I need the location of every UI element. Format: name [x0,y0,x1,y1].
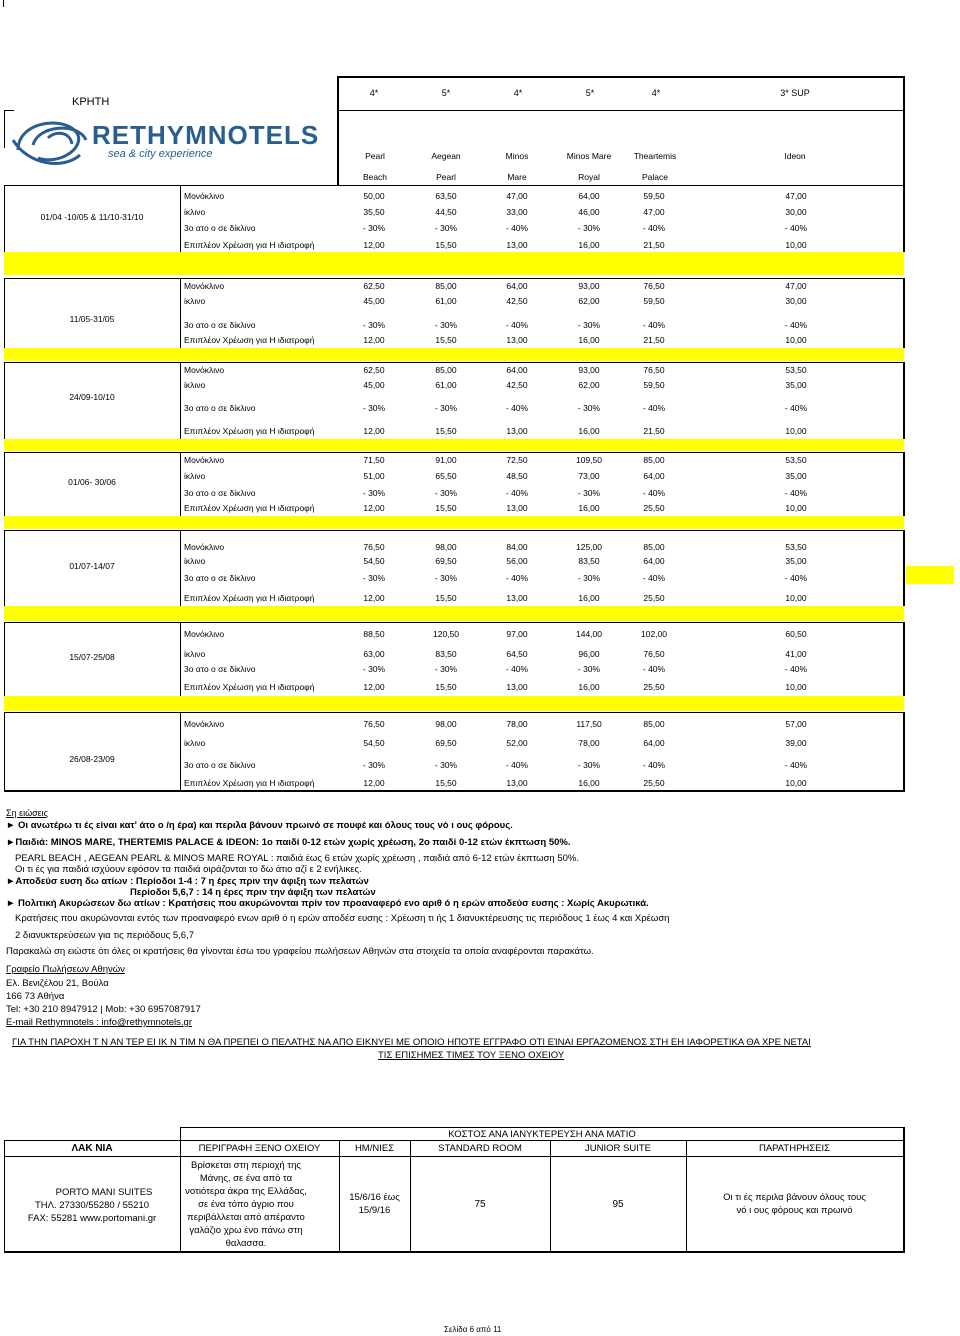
stray-mark: I [2,0,6,10]
desc-line-5: γαλάζιο χρω ένο πάνω στη [189,1225,303,1236]
price-cell: 12,00 [363,593,385,603]
price-cell: - 40% [505,223,529,233]
rethymnotels-logo [8,110,320,172]
price-cell: 91,00 [435,455,457,465]
price-cell: - 40% [642,223,666,233]
stars-0: 4* [369,88,379,98]
price-cell: 47,00 [785,191,807,201]
price-cell: 12,00 [363,778,385,788]
row-label-halfboard: Επιπλέον Χρέωση για Η ιδιατροφή [184,335,315,345]
price-cell: 16,00 [578,682,600,692]
dates-line-1: 15/6/16 έως [349,1192,400,1203]
desc-line-1: Μάνης, σε ένα από τα [199,1173,293,1184]
price-cell: 12,00 [363,335,385,345]
price-cell: 13,00 [506,240,528,250]
price-cell: 13,00 [506,682,528,692]
price-cell: 25,50 [643,503,665,513]
price-cell: - 30% [362,664,386,674]
price-cell: - 30% [577,320,601,330]
price-cell: 41,00 [785,649,807,659]
price-cell: 59,50 [643,296,665,306]
price-cell: 45,00 [363,296,385,306]
price-cell: - 40% [642,488,666,498]
price-cell: 78,00 [506,719,528,729]
stars-3: 5* [585,88,595,98]
remarks-line-2: νό ι ους φόρους και πρωινό [736,1205,853,1216]
row-label-halfboard: Επιπλέον Χρέωση για Η ιδιατροφή [184,426,315,436]
cost-per-night-header: ΚΟΣΤΟΣ ΑΝΑ ΙΑΝΥΚΤΕΡΕΥΣΗ ΑΝΑ ΜΑΤΙΟ [448,1129,636,1140]
price-cell: - 40% [505,664,529,674]
price-cell: 59,50 [643,380,665,390]
price-cell: 83,50 [435,649,457,659]
price-cell: 12,00 [363,426,385,436]
price-cell: 47,00 [643,207,665,217]
price-cell: 61,00 [435,380,457,390]
office-phones: Tel: +30 210 8947912 | Mob: +30 6957087917 [6,1004,201,1015]
price-cell: - 30% [362,320,386,330]
price-cell: - 30% [577,760,601,770]
price-cell: 76,50 [643,365,665,375]
note-10: Παρακαλώ ση ειώστε ότι όλες οι κρατήσεις θα γίνονται έσω του γραφείου πωλήσεων Αθηνών στα στοιχεία τα οποία αναφέρονται παρακάτω. [6,946,594,957]
price-cell: 53,50 [785,365,807,375]
row-label-single: Μονόκλινο [184,365,225,375]
note-9: 2 διανυκτερεύσεων για τις περιόδους 5,6,7 [15,930,195,941]
hotel-name-2: Minos [505,151,529,161]
price-cell: - 40% [505,488,529,498]
price-cell: 16,00 [578,503,600,513]
price-cell: 51,00 [363,471,385,481]
period-label-1: 11/05-31/05 [69,314,115,324]
price-cell: 10,00 [785,240,807,250]
office-email[interactable]: E-mail Rethymnotels : info@rethymnotels.gr [6,1017,192,1028]
row-label-halfboard: Επιπλέον Χρέωση για Η ιδιατροφή [184,503,315,513]
office-address2: 166 73 Αθήνα [6,991,65,1002]
row-label-third: 3ο ατο ο σε δίκλινο [184,664,256,674]
row-label-third: 3ο ατο ο σε δίκλινο [184,403,256,413]
period-separator [4,252,904,275]
hotel-name-4: Theartemis [633,151,677,161]
porto-mani-name: PORTO MANI SUITES [55,1187,153,1198]
price-cell: - 40% [784,664,808,674]
price-cell: 42,50 [506,380,528,390]
price-cell: - 40% [505,573,529,583]
price-cell: - 40% [784,760,808,770]
price-cell: 85,00 [435,281,457,291]
price-cell: - 40% [642,573,666,583]
price-cell: 50,00 [363,191,385,201]
price-cell: 42,50 [506,296,528,306]
standard-room-price: 75 [474,1199,486,1210]
remarks-line-1: Οι τι ές περιλα βάνουν όλους τους [723,1192,866,1203]
hotel-name-3: Minos Mare [566,151,612,161]
row-label-single: Μονόκλινο [184,719,225,729]
price-cell: - 30% [434,664,458,674]
row-label-double: ίκλινο [184,556,206,566]
porto-mani-fax: FAX: 55281 www.portomani.gr [27,1213,157,1224]
price-cell: 53,50 [785,455,807,465]
price-cell: 73,00 [578,471,600,481]
row-label-double: ίκλινο [184,738,206,748]
price-cell: 69,50 [435,556,457,566]
row-label-double: ίκλινο [184,471,206,481]
price-cell: - 30% [577,223,601,233]
dates-line-2: 15/9/16 [358,1205,391,1216]
price-cell: - 40% [784,403,808,413]
price-cell: - 30% [434,403,458,413]
price-cell: 10,00 [785,335,807,345]
disclaimer-line1: ΓΙΑ ΤΗΝ ΠΑΡΟΧΗ Τ Ν ΑΝ ΤΕΡ ΕΙ ΙΚ Ν ΤΙΜ Ν ΘΑ ΠΡΕΠΕΙ Ο ΠΕΛΑΤΗΣ ΝΑ ΑΠΟ ΕΙΚΝΥΕΙ ΜΕ ΟΠΟΙΟ ΗΠΟΤΕ ΕΓΓΡΑΦΟ ΟΤΙ ΕΊΝΑΙ ΕΡΓΑΖΟΜΕΝΟΣ ΣΤΗ ΕΗ ΙΑΦΟΡΕΤΙΚΑ ΘΑ ΧΡΕ ΝΕΤΑΙ [12,1037,811,1048]
price-cell: 12,00 [363,682,385,692]
price-cell: - 30% [434,488,458,498]
price-cell: - 30% [434,573,458,583]
price-cell: 39,00 [785,738,807,748]
row-label-halfboard: Επιπλέον Χρέωση για Η ιδιατροφή [184,778,315,788]
price-cell: 63,00 [363,649,385,659]
porto-mani-phone: ΤΗΛ. 27330/55280 / 55210 [34,1200,150,1211]
hotel-name-1-b: Pearl [436,172,456,182]
price-cell: 117,50 [576,719,602,729]
price-cell: 62,50 [363,281,385,291]
price-cell: - 40% [642,320,666,330]
price-cell: 16,00 [578,593,600,603]
row-label-single: Μονόκλινο [184,455,225,465]
price-cell: 64,00 [506,365,528,375]
price-cell: 15,50 [435,682,457,692]
logo-brand: RETHYMNOTELS [92,120,320,150]
price-cell: 15,50 [435,426,457,436]
row-label-single: Μονόκλινο [184,281,225,291]
region-title: ΚΡΗΤΗ [72,96,110,108]
office-title: Γραφείο Πωλήσεων Αθηνών [6,964,125,975]
row-label-double: ίκλινο [184,296,206,306]
hotel-name-1: Aegean [431,151,461,161]
price-cell: 144,00 [576,629,602,639]
price-cell: 76,50 [643,649,665,659]
stars-5: 3* SUP [780,88,810,98]
price-cell: 109,50 [576,455,602,465]
price-cell: 62,00 [578,296,600,306]
laconia-header-desc: ΠΕΡΙΓΡΑΦΗ ΞΕΝΟ ΟΧΕΙΟΥ [198,1143,321,1154]
price-cell: 63,50 [435,191,457,201]
price-cell: - 40% [784,320,808,330]
price-cell: 98,00 [435,542,457,552]
price-cell: 35,00 [785,471,807,481]
period-label-6: 26/08-23/09 [69,754,115,764]
price-cell: 10,00 [785,778,807,788]
logo-tagline: sea & city experience [108,148,213,160]
price-cell: - 40% [505,760,529,770]
price-cell: 64,00 [643,471,665,481]
price-cell: 76,50 [643,281,665,291]
price-cell: 13,00 [506,778,528,788]
note-1: ► Οι ανωτέρω τι ές είναι κατ' άτο ο /η έρα) και περιλα βάνουν πρωινό σε πουφέ και όλους τους νό ι ους φόρους. [6,820,513,831]
row-label-third: 3ο ατο ο σε δίκλινο [184,223,256,233]
price-cell: 16,00 [578,426,600,436]
office-address1: Ελ. Βενιζέλου 21, Βούλα [6,978,109,989]
period-separator [4,516,904,529]
price-cell: 25,50 [643,593,665,603]
price-cell: 13,00 [506,593,528,603]
price-cell: 35,50 [363,207,385,217]
price-cell: - 30% [577,403,601,413]
row-label-third: 3ο ατο ο σε δίκλινο [184,488,256,498]
period-separator [4,439,904,451]
disclaimer-line2: ΤΙΣ ΕΠΙΣΗΜΕΣ ΤΙΜΕΣ ΤΟΥ ΞΕΝΟ ΟΧΕΙΟΥ [378,1050,565,1061]
price-cell: 15,50 [435,503,457,513]
desc-line-2: νοτιότερα άκρα της Ελλάδας, [185,1186,307,1197]
price-cell: - 40% [642,403,666,413]
price-cell: 64,00 [643,738,665,748]
price-cell: 85,00 [643,542,665,552]
laconia-header-dates: ΗΜ/ΝΙΕΣ [354,1143,395,1154]
row-label-single: Μονόκλινο [184,542,225,552]
price-cell: 64,00 [643,556,665,566]
laconia-header-remarks: ΠΑΡΑΤΗΡΗΣΕΙΣ [758,1143,831,1154]
stars-2: 4* [513,88,523,98]
note-3: PEARL BEACH , AEGEAN PEARL & MINOS MARE ROYAL : παιδιά έως 6 ετών χωρίς χρέωση , παιδιά από 6-12 ετών έκπτωση 50%. [15,853,579,864]
hotel-name-0-b: Beach [362,172,388,182]
price-cell: 93,00 [578,365,600,375]
price-cell: 53,50 [785,542,807,552]
row-label-double: ίκλινο [184,649,206,659]
laconia-header-standard: STANDARD ROOM [438,1143,522,1154]
desc-line-3: σε ένα τόπο άγριο που [198,1199,294,1210]
price-cell: 60,50 [785,629,807,639]
price-cell: - 30% [577,664,601,674]
price-cell: 21,50 [643,240,665,250]
price-cell: 33,00 [506,207,528,217]
price-cell: 46,00 [578,207,600,217]
price-cell: 15,50 [435,240,457,250]
laconia-header-junior: JUNIOR SUITE [585,1143,651,1154]
price-cell: 10,00 [785,426,807,436]
price-cell: 56,00 [506,556,528,566]
price-cell: 57,00 [785,719,807,729]
price-cell: 84,00 [506,542,528,552]
price-cell: 83,50 [578,556,600,566]
price-cell: 30,00 [785,296,807,306]
row-label-halfboard: Επιπλέον Χρέωση για Η ιδιατροφή [184,682,315,692]
price-cell: 35,00 [785,380,807,390]
price-cell: 64,00 [506,281,528,291]
price-cell: 15,50 [435,593,457,603]
period-label-2: 24/09-10/10 [69,392,115,402]
period-separator [4,696,904,711]
price-cell: 102,00 [641,629,667,639]
price-cell: 85,00 [643,455,665,465]
price-cell: 54,50 [363,738,385,748]
price-cell: 21,50 [643,426,665,436]
row-label-halfboard: Επιπλέον Χρέωση για Η ιδιατροφή [184,240,315,250]
note-7: ► Πολιτική Ακυρώσεων δω ατίων : Κρατήσεις που ακυρώνονται πρίν τον προαναφερό ενο αριθ ό η ερών αποδεύσ ευσης : Χωρίς Ακυρωτικά. [6,898,649,909]
price-cell: 16,00 [578,778,600,788]
price-cell: 10,00 [785,503,807,513]
price-cell: - 30% [434,760,458,770]
price-cell: - 30% [577,488,601,498]
price-cell: 85,00 [643,719,665,729]
price-cell: 44,50 [435,207,457,217]
price-cell: - 30% [362,223,386,233]
price-cell: 12,00 [363,240,385,250]
hotel-name-3-b: Royal [578,172,600,182]
price-cell: - 40% [505,320,529,330]
note-6: Περίοδοι 5,6,7 : 14 η έρες πριν την άφιξη των πελατών [130,887,376,898]
price-cell: - 30% [434,223,458,233]
price-cell: 16,00 [578,240,600,250]
price-cell: - 30% [362,760,386,770]
period-label-4: 01/07-14/07 [69,561,115,571]
row-label-double: ίκλινο [184,207,206,217]
price-cell: - 40% [784,573,808,583]
period-label-5: 15/07-25/08 [69,652,115,662]
price-cell: 13,00 [506,426,528,436]
row-label-third: 3ο ατο ο σε δίκλινο [184,760,256,770]
note-2: ►Παιδιά: MINOS MARE, THERTEMIS PALACE & IDEON: 1ο παιδί 0-12 ετών χωρίς χρέωση, 2ο παιδί 0-12 ετών έκπτωση 50%. [6,837,571,848]
row-label-double: ίκλινο [184,380,206,390]
price-cell: 13,00 [506,335,528,345]
price-cell: 54,50 [363,556,385,566]
price-cell: 64,00 [578,191,600,201]
notes-heading: Ση ειώσεις [6,808,49,818]
price-cell: 35,00 [785,556,807,566]
price-cell: 62,50 [363,365,385,375]
price-cell: 62,00 [578,380,600,390]
price-cell: - 30% [362,403,386,413]
hotel-name-2-b: Mare [507,172,527,182]
price-cell: 45,00 [363,380,385,390]
price-cell: 65,50 [435,471,457,481]
price-cell: 85,00 [435,365,457,375]
row-label-third: 3ο ατο ο σε δίκλινο [184,320,256,330]
row-label-single: Μονόκλινο [184,191,225,201]
price-cell: - 30% [434,320,458,330]
price-cell: 93,00 [578,281,600,291]
hotel-name-5: Ideon [784,151,806,161]
period-separator [4,606,904,621]
price-cell: - 40% [642,664,666,674]
price-cell: 12,00 [363,503,385,513]
period-label-3: 01/06- 30/06 [68,477,116,487]
price-cell: 76,50 [363,719,385,729]
price-cell: - 30% [577,573,601,583]
laconia-header-region: ΛΑΚ ΝΙΑ [71,1143,113,1154]
row-label-single: Μονόκλινο [184,629,225,639]
price-cell: 47,00 [785,281,807,291]
hotel-name-0: Pearl [365,151,385,161]
price-cell: 76,50 [363,542,385,552]
price-cell: 30,00 [785,207,807,217]
price-cell: 96,00 [578,649,600,659]
price-cell: - 40% [642,760,666,770]
price-cell: 98,00 [435,719,457,729]
note-5: ►Αποδεύσ ευση δω ατίων : Περίοδοι 1-4 : 7 η έρες πριν την άφιξη των πελατών [6,876,369,887]
side-highlight [906,566,954,584]
price-cell: 25,50 [643,778,665,788]
period-separator [4,348,904,361]
price-cell: 59,50 [643,191,665,201]
desc-line-4: περιβάλλεται από απέραντο [187,1212,305,1223]
junior-suite-price: 95 [612,1199,624,1210]
price-cell: - 40% [784,223,808,233]
price-cell: 72,50 [506,455,528,465]
price-cell: 21,50 [643,335,665,345]
period-label-0: 01/04 -10/05 & 11/10-31/10 [40,212,144,222]
price-cell: 71,50 [363,455,385,465]
note-8: Κρατήσεις που ακυρώνονται εντός των προαναφερό ενων αριθ ό η ερών αποδέσ ευσης : Χρέωση τι ής 1 διανυκτέρευσης τις περιόδους 1 έως 4 και Χρέωση [15,913,670,924]
price-cell: 88,50 [363,629,385,639]
price-cell: - 40% [784,488,808,498]
price-cell: - 40% [505,403,529,413]
price-cell: - 30% [362,573,386,583]
price-cell: 69,50 [435,738,457,748]
stars-4: 4* [651,88,661,98]
price-cell: 125,00 [576,542,602,552]
desc-line-0: Βρίσκεται στη περιοχή της [191,1160,301,1171]
row-label-halfboard: Επιπλέον Χρέωση για Η ιδιατροφή [184,593,315,603]
price-cell: 97,00 [506,629,528,639]
page-footer: Σελίδα 6 από 11 [444,1325,502,1334]
price-cell: 13,00 [506,503,528,513]
price-cell: 78,00 [578,738,600,748]
price-cell: 25,50 [643,682,665,692]
hotel-name-4-b: Palace [642,172,668,182]
stars-1: 5* [441,88,451,98]
price-cell: 120,50 [433,629,459,639]
note-4: Οι τι ές για παιδιά ισχύουν εφόσον τα παιδιά οιράζονται το δω άτιο αζί ε 2 ενήλικες. [15,864,362,875]
price-cell: - 30% [362,488,386,498]
desc-line-6: θαλασσα. [225,1238,267,1249]
price-cell: 10,00 [785,682,807,692]
price-cell: 15,50 [435,778,457,788]
price-cell: 15,50 [435,335,457,345]
price-cell: 64,50 [506,649,528,659]
price-cell: 16,00 [578,335,600,345]
row-label-third: 3ο ατο ο σε δίκλινο [184,573,256,583]
price-cell: 47,00 [506,191,528,201]
price-cell: 61,00 [435,296,457,306]
price-cell: 10,00 [785,593,807,603]
price-cell: 48,50 [506,471,528,481]
price-cell: 52,00 [506,738,528,748]
